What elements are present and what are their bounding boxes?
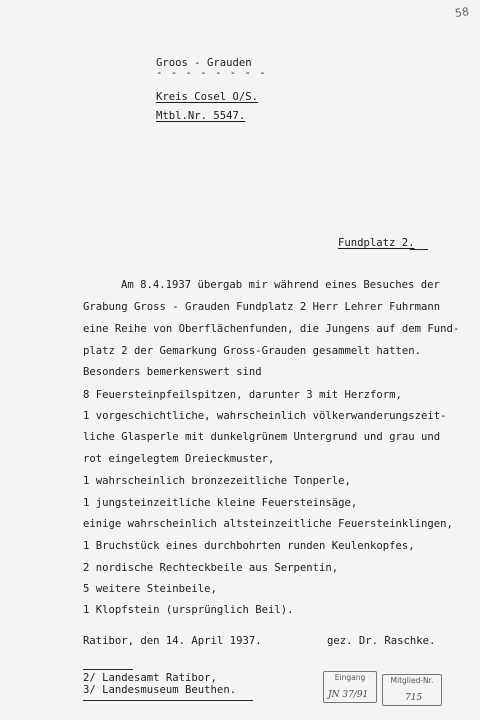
registry-stamp bbox=[382, 674, 442, 706]
find-item: 1 Bruchstück eines durchbohrten runden Keulenkopfes, bbox=[83, 540, 415, 552]
received-stamp-label: Eingang bbox=[334, 673, 366, 682]
page-number: 58 bbox=[454, 5, 470, 20]
find-item: 2 nordische Rechteckbeile aus Serpentin, bbox=[83, 562, 339, 574]
body-line: Am 8.4.1937 übergab mir während eines Besuches der bbox=[121, 279, 440, 291]
distribution-rule bbox=[83, 700, 253, 701]
find-item: rot eingelegtem Dreieckmuster, bbox=[83, 453, 275, 465]
site-label-rule bbox=[410, 249, 428, 250]
distribution-line: 3/ Landesmuseum Beuthen. bbox=[83, 684, 237, 696]
registry-stamp-label: Mitglied-Nr. bbox=[390, 676, 434, 685]
find-item: 5 weitere Steinbeile, bbox=[83, 583, 217, 595]
place-heading: Groos - Grauden bbox=[156, 57, 252, 69]
find-item: einige wahrscheinlich altsteinzeitliche Feuersteinklingen, bbox=[83, 518, 453, 530]
find-item: liche Glasperle mit dunkelgrünem Untergrund und grau und bbox=[83, 431, 441, 443]
registry-stamp-value: 715 bbox=[405, 693, 423, 703]
received-stamp-value: JN 37/91 bbox=[328, 690, 369, 700]
place-date: Ratibor, den 14. April 1937. bbox=[83, 635, 262, 647]
heading-dashes: - - - - - - - - bbox=[156, 67, 267, 79]
body-line: eine Reihe von Oberflächenfunden, die Jungens auf dem Fund- bbox=[83, 323, 460, 335]
distribution-line: 2/ Landesamt Ratibor, bbox=[83, 672, 217, 684]
district-line: Kreis Cosel O/S. bbox=[156, 91, 259, 103]
find-item: 1 vorgeschichtliche, wahrscheinlich völkerwanderungszeit- bbox=[83, 410, 447, 422]
find-item: 1 Klopfstein (ursprünglich Beil). bbox=[83, 604, 294, 616]
find-item: 8 Feuersteinpfeilspitzen, darunter 3 mit Herzform, bbox=[83, 389, 402, 401]
received-stamp bbox=[323, 671, 377, 703]
body-line: platz 2 der Gemarkung Gross-Grauden gesammelt hatten. bbox=[83, 345, 422, 357]
distribution-rule bbox=[83, 669, 133, 670]
body-line: Besonders bemerkenswert sind bbox=[83, 366, 262, 378]
body-line: Grabung Gross - Grauden Fundplatz 2 Herr Lehrer Fuhrmann bbox=[83, 301, 441, 313]
find-item: 1 wahrscheinlich bronzezeitliche Tonperle, bbox=[83, 475, 351, 487]
find-item: 1 jungsteinzeitliche kleine Feuersteinsäge, bbox=[83, 497, 358, 509]
signature: gez. Dr. Raschke. bbox=[327, 635, 436, 647]
site-label: Fundplatz 2. bbox=[338, 237, 415, 249]
map-sheet-number: Mtbl.Nr. 5547. bbox=[156, 110, 246, 122]
